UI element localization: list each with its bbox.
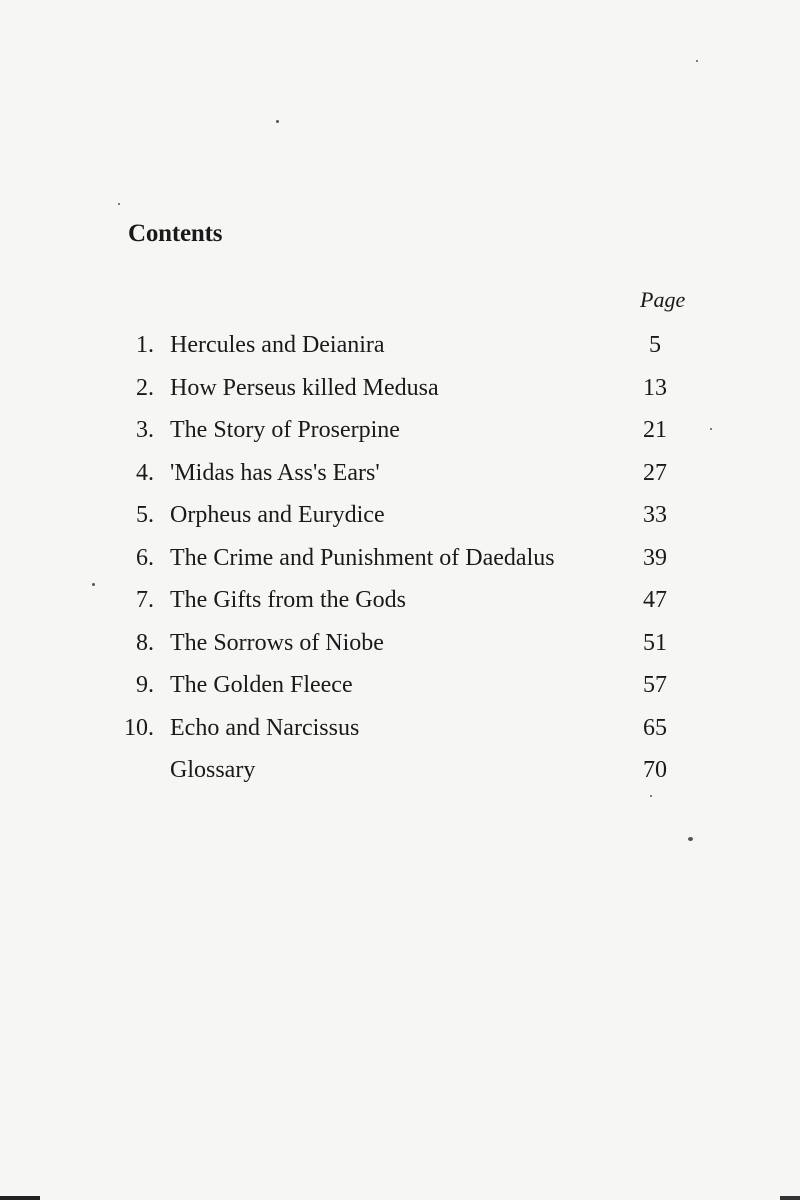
page-number: 27	[643, 459, 667, 486]
toc-row	[110, 367, 700, 410]
chapter-title: Glossary	[170, 757, 256, 783]
scan-edge	[0, 1196, 800, 1200]
page-number: 39	[643, 544, 667, 571]
paper-speck	[276, 120, 279, 123]
page-number: 65	[643, 714, 667, 741]
chapter-title: The Gifts from the Gods	[170, 587, 406, 613]
toc-row	[110, 324, 700, 367]
toc-row	[110, 622, 700, 665]
page-number: 21	[643, 417, 667, 443]
chapter-number: 8.	[136, 629, 154, 656]
paper-speck	[92, 583, 95, 586]
chapter-title: The Sorrows of Niobe	[170, 629, 384, 656]
chapter-title: Hercules and Deianira	[170, 332, 385, 358]
toc-row	[110, 664, 700, 707]
chapter-title: 'Midas has Ass's Ears'	[170, 459, 380, 486]
paper-speck	[118, 203, 120, 205]
chapter-title: How Perseus killed Medusa	[170, 374, 439, 401]
chapter-number: 7.	[136, 587, 154, 613]
toc-row	[110, 409, 700, 452]
chapter-title: Orpheus and Eurydice	[170, 502, 385, 528]
chapter-number: 3.	[136, 417, 154, 443]
chapter-number: 5.	[136, 502, 154, 528]
contents-heading: Contents	[128, 220, 223, 247]
chapter-number: 6.	[136, 544, 154, 571]
page-number: 70	[643, 757, 667, 783]
toc-row	[110, 494, 700, 537]
page-number: 51	[643, 629, 667, 656]
page-number: 13	[643, 374, 667, 401]
chapter-number: 9.	[136, 672, 154, 698]
chapter-title: The Crime and Punishment of Daedalus	[170, 544, 555, 571]
chapter-number: 4.	[136, 459, 154, 486]
toc-row	[110, 452, 700, 495]
paper-speck	[688, 837, 693, 841]
page-number: 33	[643, 502, 667, 528]
page-column-label: Page	[640, 287, 686, 312]
toc-row	[110, 707, 700, 750]
page-number: 47	[643, 587, 667, 613]
chapter-number: 10.	[124, 714, 154, 741]
page-number: 5	[649, 332, 661, 358]
chapter-title: The Story of Proserpine	[170, 417, 400, 443]
table-of-contents	[110, 324, 700, 792]
chapter-title: Echo and Narcissus	[170, 714, 360, 741]
paper-speck	[696, 60, 698, 62]
toc-row	[110, 537, 700, 580]
toc-row	[110, 579, 700, 622]
toc-row-glossary	[110, 749, 700, 792]
paper-speck	[650, 795, 652, 797]
chapter-number: 1.	[136, 332, 154, 358]
paper-speck	[710, 428, 712, 430]
page-number: 57	[643, 672, 667, 698]
chapter-title: The Golden Fleece	[170, 672, 353, 698]
chapter-number: 2.	[136, 374, 154, 401]
